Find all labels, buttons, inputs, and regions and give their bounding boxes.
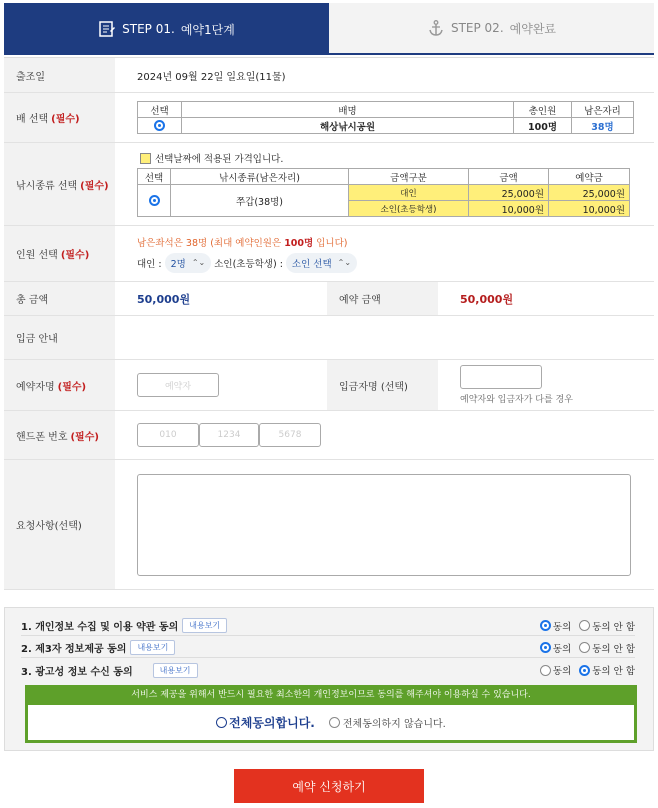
disagree-option[interactable]: 동의 안 함: [579, 663, 635, 677]
boat-remain: 38명: [572, 118, 634, 134]
boat-label: 배 선택 (필수): [4, 93, 115, 142]
price-amount: 25,000원: [469, 185, 549, 201]
column-header: 선택: [138, 102, 182, 118]
agreement-row: [21, 638, 635, 658]
form-icon: [98, 20, 116, 38]
fishing-row: [4, 143, 654, 226]
all-agree-box: [25, 685, 637, 743]
adult-select[interactable]: 2명 ⌃⌄: [165, 253, 212, 273]
column-header: 선택: [138, 169, 171, 185]
updown-icon: ⌃⌄: [337, 258, 352, 267]
step-tabs: [4, 3, 654, 55]
phone-prefix-input[interactable]: 010: [137, 423, 199, 447]
agreement-row: [21, 616, 635, 636]
boat-name: 해상낚시공원: [182, 118, 514, 134]
disagree-option[interactable]: 동의 안 함: [579, 641, 635, 655]
column-header: 금액: [469, 169, 549, 185]
depositor-label: 입금자명 (선택): [327, 360, 438, 410]
phone-row: [4, 411, 654, 460]
fishing-label: 낚시종류 선택 (필수): [4, 143, 115, 225]
step-label: 예약완료: [509, 21, 557, 36]
adult-label: 대인 :: [137, 258, 162, 270]
agreement-label: 3. 광고성 정보 수신 동의: [21, 666, 133, 678]
child-label: 소인(초등학생) :: [214, 258, 283, 270]
seat-notice: 남은좌석은 38명 (최대 예약인원은 100명 입니다): [137, 237, 348, 249]
child-select[interactable]: 소인 선택 ⌃⌄: [286, 253, 357, 273]
booker-name-input[interactable]: 예약자: [137, 373, 219, 397]
request-label: 요청사항(선택): [4, 460, 115, 589]
departure-label: 출조일: [4, 58, 115, 92]
deposit-amount-label: 예약 금액: [327, 282, 438, 315]
booker-row: [4, 360, 654, 411]
total-value: 50,000원: [137, 292, 191, 306]
disagree-option[interactable]: 동의 안 함: [579, 619, 635, 633]
agree-option[interactable]: 동의: [540, 641, 571, 655]
view-terms-button[interactable]: 내용보기: [182, 618, 227, 633]
fishing-table: [137, 168, 630, 217]
price-type: 대인: [349, 185, 469, 201]
step-2-tab: [329, 3, 654, 55]
phone-label: 핸드폰 번호 (필수): [4, 411, 115, 459]
submit-reservation-button[interactable]: 예약 신청하기: [234, 769, 424, 803]
price-deposit: 10,000원: [549, 201, 630, 217]
step-number: STEP 01.: [122, 22, 175, 36]
agreement-label: 2. 제3자 정보제공 동의: [21, 644, 127, 655]
reservation-form: [4, 57, 654, 590]
column-header: 금액구분: [349, 169, 469, 185]
boat-row: [4, 93, 654, 143]
all-agree-notice: 서비스 제공을 위해서 반드시 필요한 최소한의 개인정보이므로 동의를 해주셔야 이용하실 수 있습니다.: [28, 688, 634, 705]
depositor-hint: 예약자와 입금자가 다를 경우: [460, 395, 573, 405]
column-header: 예약금: [549, 169, 630, 185]
step-number: STEP 02.: [450, 21, 504, 35]
departure-row: [4, 58, 654, 93]
step-label: 예약1단계: [180, 22, 235, 37]
column-header: 총인원: [514, 102, 572, 118]
price-type: 소인(초등학생): [349, 201, 469, 217]
column-header: 낚시종류(남은자리): [171, 169, 349, 185]
table-row[interactable]: [138, 118, 634, 134]
deposit-amount-value: 50,000원: [460, 292, 514, 306]
fishing-radio[interactable]: [149, 195, 160, 206]
departure-value: 2024년 09월 22일 일요일(11물): [137, 71, 286, 83]
boat-radio[interactable]: [154, 120, 165, 131]
step-1-tab: [4, 3, 329, 55]
updown-icon: ⌃⌄: [191, 258, 206, 267]
agree-option[interactable]: 동의: [540, 663, 571, 677]
agreement-section: [4, 607, 654, 751]
price-deposit: 25,000원: [549, 185, 630, 201]
column-header: 배명: [182, 102, 514, 118]
people-label: 인원 선택 (필수): [4, 226, 115, 281]
view-terms-button[interactable]: 내용보기: [153, 663, 198, 678]
fishing-kind: 쭈갑(38명): [171, 185, 349, 217]
price-note-swatch: [140, 153, 151, 164]
total-row: [4, 282, 654, 316]
all-agree-option[interactable]: 전체동의합니다.: [216, 714, 315, 731]
deposit-info-row: [4, 316, 654, 360]
people-row: [4, 226, 654, 282]
deposit-info-label: 입금 안내: [4, 316, 115, 359]
anchor-icon: [427, 19, 445, 37]
request-row: [4, 460, 654, 590]
request-textarea[interactable]: [137, 474, 631, 576]
booker-label: 예약자명 (필수): [4, 360, 115, 410]
boat-total: 100명: [514, 118, 572, 134]
phone-last-input[interactable]: 5678: [259, 423, 321, 447]
all-disagree-option[interactable]: 전체동의하지 않습니다.: [329, 715, 446, 730]
agreement-label: 1. 개인정보 수집 및 이용 약관 동의: [21, 622, 179, 633]
total-label: 총 금액: [4, 282, 115, 315]
boat-table: [137, 101, 634, 134]
phone-middle-input[interactable]: 1234: [199, 423, 259, 447]
price-amount: 10,000원: [469, 201, 549, 217]
view-terms-button[interactable]: 내용보기: [130, 640, 175, 655]
price-note: 선택날짜에 적용된 가격입니다.: [155, 154, 284, 165]
agree-option[interactable]: 동의: [540, 619, 571, 633]
column-header: 남은자리: [572, 102, 634, 118]
table-row[interactable]: [138, 185, 630, 201]
agreement-row: [21, 660, 635, 680]
depositor-name-input[interactable]: [460, 365, 542, 389]
